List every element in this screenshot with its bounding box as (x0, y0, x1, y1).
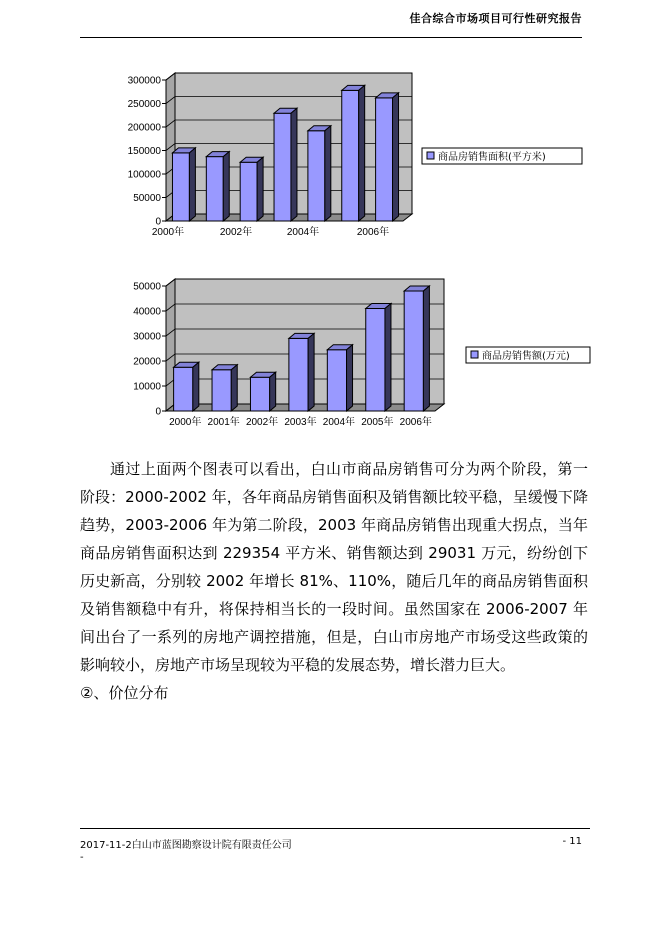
y-tick-label: 0 (155, 216, 161, 228)
page-header-title: 佳合综合市场项目可行性研究报告 (409, 12, 582, 25)
bar-front (289, 338, 308, 411)
y-tick-label: 150000 (127, 146, 161, 157)
bar-side (308, 333, 314, 411)
page-number: - 11 (562, 836, 582, 847)
bar-front (404, 291, 423, 411)
bar-front (172, 153, 189, 221)
bar-side (393, 93, 399, 221)
x-tick-label: 2000年 (151, 227, 185, 238)
bar-front (212, 370, 231, 411)
bar-2005年 (366, 304, 391, 412)
bar-2003年 (274, 108, 297, 221)
y-tick-label: 200000 (127, 122, 161, 134)
bar-2006年 (376, 93, 399, 221)
bar-side (423, 286, 429, 411)
y-tick-label: 50000 (133, 193, 161, 204)
y-tick-label: 40000 (133, 306, 161, 318)
y-tick-label: 20000 (133, 356, 161, 368)
bar-side (193, 362, 199, 411)
bar-2002年 (240, 157, 263, 221)
bar-side (325, 126, 331, 221)
legend-swatch (471, 351, 478, 358)
bar-side (347, 345, 353, 411)
bar-chart-1 (128, 73, 582, 238)
bar-chart-2 (133, 279, 590, 428)
x-tick-label: 2004年 (322, 417, 356, 428)
footer-divider (80, 828, 590, 829)
bar-front (274, 113, 291, 221)
x-tick-label: 2004年 (286, 227, 320, 238)
y-tick-label: 50000 (133, 281, 161, 293)
bar-front (376, 98, 393, 221)
charts-canvas (0, 0, 662, 440)
bar-front (206, 157, 223, 221)
bar-2001年 (206, 152, 229, 221)
bar-side (385, 304, 391, 412)
x-tick-label: 2006年 (399, 417, 432, 428)
bar-side (291, 108, 297, 221)
bar-2002年 (250, 372, 275, 411)
y-tick-label: 250000 (127, 99, 161, 110)
bar-front (366, 309, 385, 412)
y-tick-label: 30000 (133, 331, 161, 343)
y-tick-label: 300000 (127, 75, 161, 87)
bar-side (231, 365, 237, 411)
footer-company: 2017-11-2白山市蓝图勘察设计院有限责任公司 (80, 840, 292, 851)
x-tick-label: 2002年 (245, 417, 279, 428)
bar-front (342, 90, 359, 221)
bar-2004年 (327, 345, 352, 411)
legend (422, 148, 582, 164)
bar-front (327, 350, 346, 411)
legend-swatch (427, 152, 434, 159)
y-tick-label: 100000 (127, 169, 161, 181)
bar-2003年 (289, 333, 314, 411)
legend-label: 商品房销售额(万元) (482, 351, 570, 362)
x-tick-label: 2006年 (356, 227, 390, 238)
bar-front (240, 162, 257, 221)
section-heading: ②、价位分布 (80, 684, 169, 702)
footer-dash: - (80, 852, 84, 863)
bar-2005年 (342, 85, 365, 221)
bar-2001年 (212, 365, 237, 411)
body-text (80, 455, 588, 707)
bar-side (189, 148, 195, 221)
bar-front (174, 367, 193, 411)
legend-label: 商品房销售面积(平方米) (438, 152, 546, 163)
x-tick-label: 2005年 (361, 417, 394, 428)
x-tick-label: 2002年 (219, 227, 253, 238)
bar-2004年 (308, 126, 331, 221)
x-tick-label: 2000年 (169, 417, 202, 428)
bar-front (250, 377, 269, 411)
bar-side (359, 85, 365, 221)
bar-2006年 (404, 286, 429, 411)
legend (466, 347, 590, 363)
bar-side (257, 157, 263, 221)
analysis-paragraph: 通过上面两个图表可以看出，白山市商品房销售可分为两个阶段，第一阶段：2000-2002 年，各年商品房销售面积及销售额比较平稳，呈缓慢下降趋势，2003-2006 年为第二阶段，2003 年商品房销售出现重大拐点，当年商品房销售面积达到 229354 平方米、销售额达到 29031 万元，纷纷创下历史新高，分别较 2002 年增长 81%、110%，随后几年的商品房销售面积及销售额稳中有升，将保持相当长的一段时间。虽然国家在 2006-2007 年间出台了一系列的房地产调控措施，但是，白山市房地产市场受这些政策的影响较小，房地产市场呈现较为平稳的发展态势，增长潜力巨大。 (80, 460, 588, 674)
bar-2000年 (172, 148, 195, 221)
y-tick-label: 0 (155, 406, 161, 418)
bar-side (270, 372, 276, 411)
y-tick-label: 10000 (133, 381, 161, 393)
bar-side (223, 152, 229, 221)
bar-2000年 (174, 362, 199, 411)
x-tick-label: 2003年 (284, 417, 317, 428)
bar-front (308, 131, 325, 221)
x-tick-label: 2001年 (207, 417, 240, 428)
